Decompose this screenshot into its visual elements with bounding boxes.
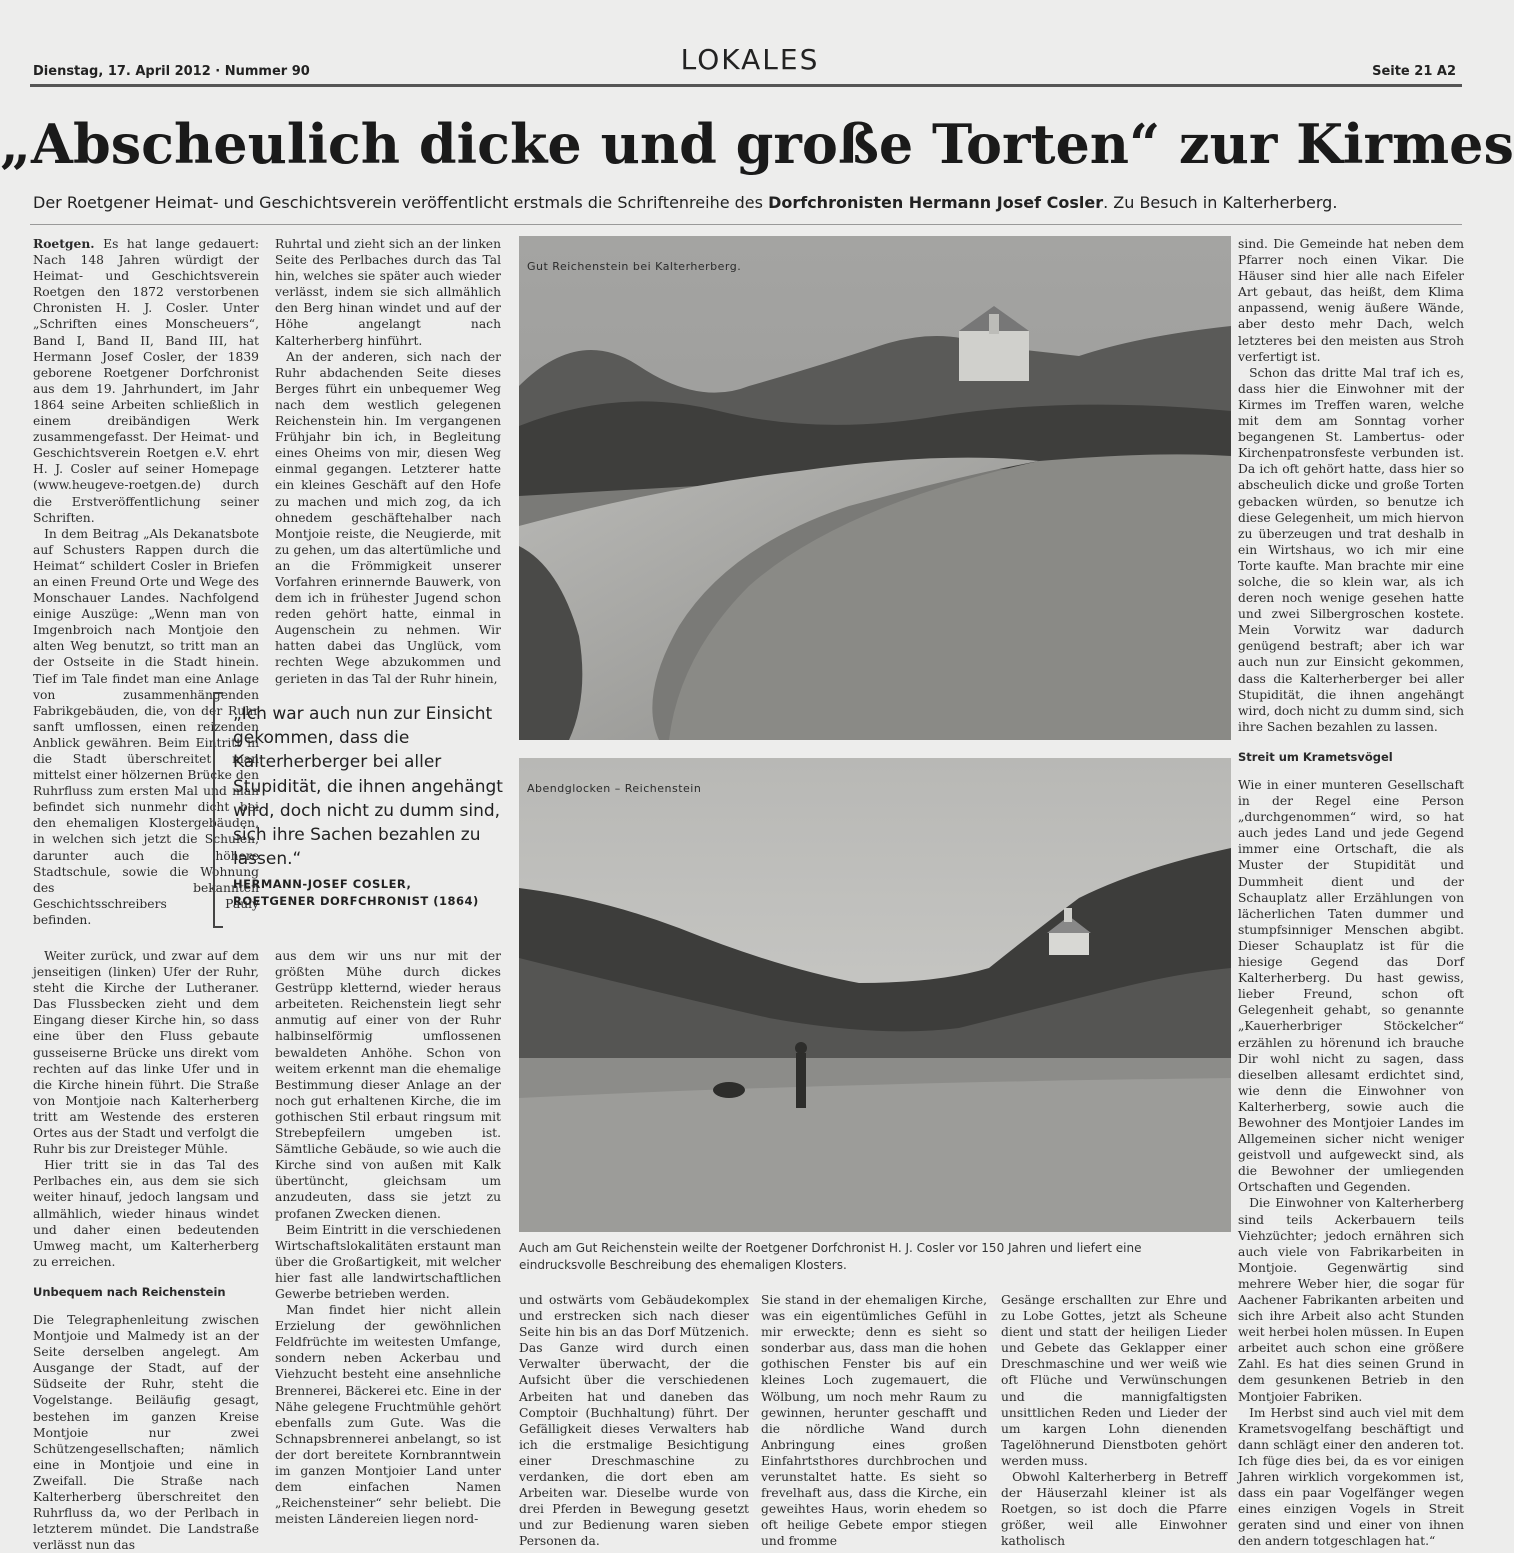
article-column-1-continued [33,684,209,948]
paragraph: Hier tritt sie in das Tal des Perlbaches ein, aus dem sie sich weiter hinauf, jedoch langsam und allmählich, wieder hinaus windet und daher einen bedeutenden Umweg macht, um Kalterherberg zu erreichen. [33,1158,259,1269]
paragraph: Die Telegraphenleitung zwischen Montjoie und Malmedy ist an der Seite derselben angelegt. Am Ausgange der Stadt, auf der Südseite der Ruhr, steht die Vogelstange. Beiläufig gesagt, bestehen im ganzen Kreise Montjoie nur zwei Schützengesellschaften; nämlich eine in Montjoie und eine in Zweifall. Die Straße nach Kalterherberg überschreitet den Ruhrfluss da, wo der Perlbach in letzterem mündet. Die Landstraße verlässt nun das [33,1312,259,1553]
article-column-2 [275,236,501,684]
paragraph: Die Einwohner von Kalterherberg sind teils Ackerbauern teils Viehzüchter; jedoch ernähren sich auch viele von Fabrikarbeiten in Montjoie. Gegenwärtig sind mehrere Weber hier, die sogar für Aachener Fabrikanten arbeiten und sich ihre Arbeit also acht Stunden weit herbei holen müssen. In Eupen arbeitet auch schon eine größere Zahl. Es hat dies seinen Grund in dem gesunkenen Betrieb in den Montjoier Fabriken. [1238,1196,1464,1404]
landscape-river-image [519,236,1231,740]
paragraph: Weiter zurück, und zwar auf dem jenseitigen (linken) Ufer der Ruhr, steht die Kirche der Lutheraner. Das Flussbecken zieht und dem Eingang dieser Kirche hin, so dass eine über den Fluss gebaute gusseiserne Brücke uns direkt vom rechten auf das linke Ufer und in die Kirche hinein führt. Die Straße von Montjoie nach Kalterherberg tritt am Westende des ersteren Ortes aus der Stadt und verfolgt die Ruhr bis zur Dreisteger Mühle. [33,949,259,1157]
paragraph: Wie in einer munteren Gesellschaft in der Regel eine Person „durchgenommen“ wird, so hat auch jedes Land und jede Gegend immer eine Ortschaft, die als Muster der Stupidität und Dummheit dient und der Schauplatz aller Erzählungen von lächerlichen Taten dummer und stumpfsinniger Menschen abgibt. Dieser Schauplatz ist für die hiesige Gegend das Dorf Kalterherberg. Du hast gewiss, lieber Freund, schon oft Gelegenheit gehabt, so genannte „Kauerherbriger Stöckelcher“ erzählen zu hörenund ich brauche Dir wohl nicht zu sagen, dass dieselben allesamt erdichtet sind, wie denn die Einwohner von Kalterherberg, sowie auch die Bewohner des Montjoier Landes im Allgemeinen sicher nicht weniger geistvoll und aufgeweckt sind, als die Bewohner der umliegenden Ortschaften und Gegenden. [1238,778,1464,1195]
quote-author [233,876,513,910]
subhead-text-2: . Zu Besuch in Kalterherberg. [1103,193,1338,212]
landscape-meadow-image [519,758,1231,1232]
paragraph: Ruhrtal und zieht sich an der linken Seite des Perlbaches durch das Tal hin, welches sie später auch wieder verlässt, indem sie sich allmählich den Berg hinan windet und auf der Höhe angelangt nach Kalterherberg hinführt. [275,237,501,348]
subheadline [33,193,1463,212]
paragraph: Im Herbst sind auch viel mit dem Krametsvogelfang beschäftigt und dann schlägt einer den anderen tot. Ich füge dies bei, da es vor einigen Jahren wirklich vorgekommen ist, dass ein paar Vogelfänger wegen eines einzigen Vogels in Streit geraten sind und einer von ihnen den andern totgeschlagen hat.“ [1238,1405,1464,1549]
section-heading: Unbequem nach Reichenstein [33,1284,226,1299]
paragraph [33,236,259,526]
paragraph: Gesänge erschallten zur Ehre und zu Lobe Gottes, jetzt als Scheune dient und statt der heiligen Lieder und Gebete das Geklapper einer Dreschmaschine und wer weiß wie oft Flüche und Verwünschungen und die mannigfaltigsten unsittlichen Reden und Lieder der um kargen Lohn dienenden Tagelöhnerund Dienstboten gehört werden muss. [1001,1293,1227,1468]
subhead-text-1: Der Roetgener Heimat- und Geschichtsverein veröffentlicht erstmals die Schriftenreihe des [33,193,769,212]
paragraph: und ostwärts vom Gebäudekomplex und erstrecken sich nach dieser Seite hin bis an das Dorf Mützenich. Das Ganze wird durch einen Verwalter überwacht, der die Aufsicht über die verschiedenen Arbeiten hat und daneben das Comptoir (Buchhaltung) führt. Der Gefälligkeit dieses Verwalters hab ich die erstmalige Besichtigung einer Dreschmaschine zu verdanken, die dort eben am Arbeiten war. Dieselbe wurde von drei Pferden in Bewegung gesetzt und zur Bedienung waren sieben Personen da. [519,1293,749,1549]
article-column-1-lower [33,948,259,1553]
photo-label-bottom: Abendglocken – Reichenstein [527,782,702,795]
paragraph: Schon das dritte Mal traf ich es, dass hier die Einwohner mit der Kirmes im Treffen waren, welche mit dem am Sonntag vorher begangenen St. Lambertus- oder Kirchenpatronsfeste verbunden ist. Da ich oft gehört hatte, dass hier so abscheulich dicke und große Torten gebacken würden, so benutze ich diese Gelegenheit, um mich hiervon zu überzeugen und trat deshalb in ein Wirtshaus, wo ich mir eine Torte kaufte. Man brachte mir eine solche, die so klein war, als ich deren noch wenige gesehen hatte und zwei Silbergroschen kostete. Mein Vorwitz war dadurch genügend bestraft; aber ich war auch nun zur Einsicht gekommen, dass die Kalterherberger bei aller Stupidität, die ihnen angehängt wird, doch nicht zu dumm sind, sich ihre Sachen bezahlen zu lassen. [1238,365,1464,734]
paragraph: Sie stand in der ehemaligen Kirche, was ein eigentümliches Gefühl in mir erweckte; denn es sieht so sonderbar aus, dass man die hohen gothischen Fenster bis auf ein kleines Loch zugemauert, die Wölbung, um noch mehr Raum zu gewinnen, herunter geschafft und die nördliche Wand durch Anbringung eines großen Einfahrtsthores durchbrochen und verunstaltet hatte. Es sieht so frevelhaft aus, dass die Kirche, ein geweihtes Haus, worin ehedem so oft heilige Gebete empor stiegen und fromme [761,1293,987,1549]
photo-abendglocken [519,758,1231,1232]
quote-text: „Ich war auch nun zur Einsicht gekommen, dass die Kalterherberger bei aller Stupidität, die ihnen angehängt wird, doch nicht zu dumm sind, sich ihre Sachen bezahlen zu lassen.“ [233,704,503,870]
paragraph: aus dem wir uns nur mit der größten Mühe durch dickes Gestrüpp kletternd, wieder heraus arbeiteten. Reichenstein liegt sehr anmutig auf einer von der Ruhr halbinselförmig umflossenen bewaldeten Anhöhe. Schon von weitem erkennt man die ehemalige Bestimmung dieser Anlage an der noch gut erhaltenen Kirche, die im gothischen Stil erbaut ringsum mit Strebepfeilern umgeben ist. Sämtliche Gebäude, so wie auch die Kirche sind von außen mit Kalk übertüncht, gleichsam um anzudeuten, dass sie jetzt zu profanen Zwecken dienen. [275,949,501,1221]
subhead-bold: Dorfchronisten Hermann Josef Cosler [768,193,1104,212]
article-column-5 [1001,1292,1227,1549]
photo-caption: Auch am Gut Reichenstein weilte der Roetgener Dorfchronist H. J. Cosler vor 150 Jahren und liefert eine eindrucksvolle Beschreibung des ehemaligen Klosters. [519,1241,1142,1272]
photo-label-top: Gut Reichenstein bei Kalterherberg. [527,260,742,273]
header-rule [30,84,1462,87]
quote-author-name: HERMANN-JOSEF COSLER, [233,877,412,891]
photo-gut-reichenstein [519,236,1231,740]
quote-author-role: ROETGENER DORFCHRONIST (1864) [233,894,479,908]
subhead-rule [30,224,1462,225]
section-title: LOKALES [680,43,820,76]
paragraph: sind. Die Gemeinde hat neben dem Pfarrer noch einen Vikar. Die Häuser sind hier alle nach Eifeler Art gebaut, das heißt, dem Klima anpassend, wenig äußere Wände, aber desto mehr Dach, welch letzteres bei den meisten aus Stroh verfertigt ist. [1238,237,1464,364]
paragraph: Man findet hier nicht allein Erzielung der gewöhnlichen Feldfrüchte im weitesten Umfange, sondern neben Ackerbau und Viehzucht besteht eine ansehnliche Brennerei, Bäckerei etc. Eine in der Nähe gelegene Fruchtmühle gehört ebenfalls zum Gute. Was die Schnapsbrennerei anbelangt, so ist der dort bereitete Kornbranntwein im ganzen Montjoier Land unter dem einfachen Namen „Reichensteiner“ sehr beliebt. Die meisten Ländereien liegen nord- [275,1303,501,1527]
headline: „Abscheulich dicke und große Torten“ zur Kirmes [0,112,1514,176]
dateline: Roetgen. [33,236,95,251]
quote-bracket [213,692,223,928]
article-column-1 [33,236,259,927]
paragraph: Obwohl Kalterherberg in Betreff der Häuserzahl kleiner ist als Roetgen, so ist doch die Pfarre größer, weil alle Einwohner katholisch [1001,1470,1227,1549]
paragraph: In dem Beitrag „Als Dekanatsbote auf Schusters Rappen durch die Heimat“ schildert Cosler in Briefen an einen Freund Orte und Wege des Monschauer Landes. Nachfolgend einige Auszüge: „Wenn man von Imgenbroich nach Montjoie den alten Weg benutzt, so tritt man an der Ostseite in die Stadt hinein. Tief im Tale findet man eine Anlage von zusammenhängenden Fabrikgebäuden, die, von der Ruhr sanft umflossen, einen reizenden Anblick gewähren. Beim Eintritt in die Stadt überschreitet man mittelst einer hölzernen Brücke den Ruhrfluss zum ersten Mal und man befindet sich nunmehr dicht bei den ehemaligen Klostergebäuden, in welchen sich jetzt die Schulen, darunter auch die höhere Stadtschule, sowie die Wohnung des bekannten Geschichtsschreibers Pauly befinden. [33,526,259,927]
article-column-3 [519,1292,749,1549]
paragraph: An der anderen, sich nach der Ruhr abdachenden Seite dieses Berges führt ein unbequemer Weg nach dem westlich gelegenen Reichenstein hin. Im vergangenen Frühjahr bin ich, in Begleitung eines Oheims von mir, diesen Weg einmal gegangen. Letzterer hatte ein kleines Geschäft auf den Hofe zu machen und mich zog, da ich ohnedem geschäftehalber nach Montjoie reiste, die Neugierde, mit zu gehen, um das altertümliche und an die Frömmigkeit unserer Vorfahren erinnernde Bauwerk, von dem ich in frühester Jugend schon reden gehört hatte, einmal in Augenschein zu nehmen. Wir hatten dabei das Unglück, vom rechten Wege abzukommen und gerieten in das Tal der Ruhr hinein, [275,349,501,686]
paragraph: Beim Eintritt in die verschiedenen Wirtschaftslokalitäten erstaunt man über die Großartigkeit, mit welcher hier fast alle landwirtschaftlichen Gewerbe betrieben werden. [275,1222,501,1301]
article-column-6 [1238,236,1464,1549]
article-column-2-lower [275,948,501,1543]
pull-quote [213,692,513,932]
section-heading: Streit um Krametsvögel [1238,749,1393,764]
article-column-4 [761,1292,987,1549]
page-number: Seite 21 A2 [1372,64,1456,79]
paragraph-text: Es hat lange gedauert: Nach 148 Jahren würdigt der Heimat- und Geschichtsverein Roetgen den 1872 verstorbenen Chronisten H. J. Cosler. Unter „Schriften eines Monscheuers“, Band I, Band II, Band III, hat Hermann Josef Cosler, der 1839 geborene Roetgener Dorfchronist aus dem 19. Jahrhundert, im Jahr 1864 seine Arbeiten schließlich in einem dreibändigen Werk zusammengefasst. Der Heimat- und Geschichtsverein Roetgen e.V. ehrt H. J. Cosler auf seiner Homepage (www.heugeve-roetgen.de) durch die Erstveröffentlichung seiner Schriften. [33,237,259,525]
issue-date: Dienstag, 17. April 2012 · Nummer 90 [33,64,310,79]
